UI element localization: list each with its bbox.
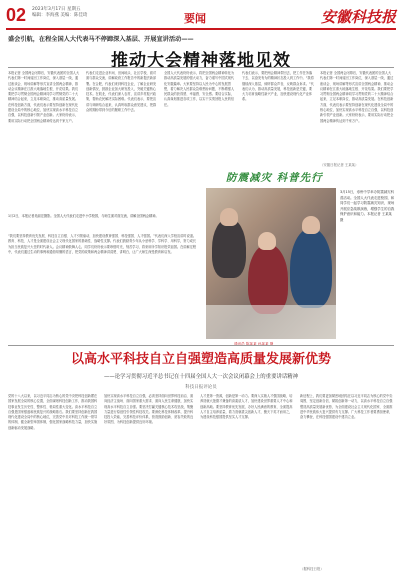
photo-figure bbox=[290, 228, 332, 308]
lead-column-5: 本报记者 全国两会闭幕后，安徽代表团的全国人大代表们第一时间返回工作岗位，深入基层一线，通过座谈会、现场讲解等形式宣讲全国两会精神，推动会议精神在江淮大地落地生根、开花结果。我们要把学习贯彻全国两会精神同学习贯彻党的二十大精神结合起来，立足本职岗位，推动高质量发展。在科技创新方面，代表们表示要坚持创新在现代化建设全局中的核心地位，加快实现高水平科技自立自强，以科技创新引领产业创新。大家纷纷表示，要用实际行动把全国两会精神传达到千家万户。 bbox=[320, 71, 394, 123]
section-divider bbox=[8, 345, 394, 346]
photo-face bbox=[220, 208, 238, 226]
feature-caption-box bbox=[340, 190, 396, 342]
photo-credit: 通讯员 陈某某 孙某某 摄 bbox=[234, 342, 274, 346]
commentary-column-4: 新征程上，我们要更加紧密地团结在以习近平同志为核心的党中央周围，坚定创新自信，紧抓创新第一动力，以高水平科技自立自强塑造高质量发展新优势，为全面建设社会主义现代化国家、全面推进中华民族伟大复兴提供有力支撑。广大科技工作者要勇担使命，奋力攀登，在科技强国建设中建功立业。 bbox=[300, 394, 393, 420]
commentary-header bbox=[0, 348, 402, 390]
page-number: 02 bbox=[6, 5, 27, 25]
feature-body: “我们要坚持教育优先发展、科技自立自强、人才引领驱动，加快建设教育强国、科技强国、人才强国。”代表们深入学校宣讲时说道。教育、科技、人才是全面建设社会主义现代化国家的基础性、战略性支撑。代表们鼓励青少年从小爱科学、学科学、用科学，努力成长为担当民族复兴大任的时代新人。会议精神鼓舞人心，同学们纷纷表示要珍惜时光，刻苦学习，将来用所学知识报效祖国。在讲解过程中，代表们通过生动的事例和通俗易懂的语言，把党的政策和两会精神讲清楚、讲明白，让广大师生深受教育和启发。 bbox=[8, 234, 197, 254]
feature-caption: 3月15日，寿州中学举办防震减灾科普活动。全国人大代表走进校园，和同学们一起学习防震减灾知识，现场开展应急疏散演练，增强学生的自我保护意识和能力。本报记者 王某某 摄 bbox=[340, 190, 395, 222]
photo-figure bbox=[212, 218, 246, 278]
feature-intro: 1月2日，本报记者吴丽宏摄影。全国人大代表们走进中小学校园，与师生面对面交流，讲解全国两会精神。 bbox=[8, 214, 159, 218]
lead-column-3: 全国人大代表纷纷表示，将把全国两会精神转化为推动高质量发展的强大动力，奋力谱写中国式现代化安徽篇章。大家要坚持以人民为中心的发展思想，着力解决人民群众急难愁盼问题，不断增强人民群众的获得感、幸福感、安全感。要结合实际，认真谋划推进各项工作，以实干实绩回报人民的信任。 bbox=[164, 71, 235, 107]
lead-divider bbox=[8, 67, 394, 68]
page-editors: 编辑：李海燕 美编：陈佳琦 bbox=[32, 13, 88, 18]
page-header bbox=[6, 4, 396, 30]
issue-date: 2023年3月17日 星期五 bbox=[32, 7, 81, 12]
issue-meta bbox=[32, 7, 87, 19]
lead-headline: 推动大会精神落地见效 bbox=[111, 51, 291, 71]
commentary-column-3: 人才是第一资源，创新是第一动力。要深入实施人才强国战略，培养造就大批德才兼备的高素质人才，加快建设世界重要人才中心和创新高地。要坚持教育优先发展，办好人民满意的教育，全面提高人才自主培养质量，着力造就拔尖创新人才，聚天下英才而用之，为建设科技强国提供坚实人才支撑。 bbox=[200, 394, 293, 420]
lead-column-1: 本报记者 全国两会闭幕后，安徽代表团的全国人大代表们第一时间返回工作岗位，深入基层一线，通过座谈会、现场讲解等形式宣讲全国两会精神，推动会议精神在江淮大地落地生根、开花结果。我们要把学习贯彻全国两会精神同学习贯彻党的二十大精神结合起来，立足本职岗位，推动高质量发展。在科技创新方面，代表们表示要坚持创新在现代化建设全局中的核心地位，加快实现高水平科技自立自强，以科技创新引领产业创新。大家纷纷表示，要用实际行动把全国两会精神传达到千家万户。 bbox=[8, 71, 80, 123]
commentary-column-1: 党的十八大以来，以习近平同志为核心的党中央把科技创新摆在国家发展全局的核心位置，全面谋划科技创新工作，推动我国科技事业发生历史性、整体性、格局性重大变化。高水平科技自立自强是国家强盛和民族复兴的战略基石。我们要坚持创新在我国现代化建设全局中的核心地位，完善党中央对科技工作统一领导的体制，健全新型举国体制，强化国家战略科技力量，加快实施创新驱动发展战略。 bbox=[8, 394, 98, 430]
photo-face bbox=[302, 216, 320, 234]
photo-foreground bbox=[206, 305, 336, 339]
lead-column-2: 代表们走进企业车间、田间地头、社区学校，面对面与群众交流，讲解政府工作报告中的新提法新部署。在合肥，代表们来到科技企业，了解企业研发创新情况，鼓励企业加大研发投入，突破关键核心技术。在皖北，代表们深入农村，宣讲乡村振兴政策，帮助农民解决实际困难。代表们表示，要把宣讲与调研结合起来，认真听取群众意见建议，把群众的期盼带到今后的履职工作中去。 bbox=[86, 71, 157, 113]
photo-figure bbox=[248, 244, 288, 314]
commentary-byline: 科技日报评论员 bbox=[185, 385, 217, 390]
lead-column-4: 代表们表示，要把两会精神带回去，把工作任务落下去，以奋发有为的精神状态投入到工作中。“我将继续深入基层，倾听群众声音，反映群众诉求。”代表们认为，推动高质量发展，科技创新是关键，要大力培育战略性新兴产业，加快建设现代化产业体系。 bbox=[242, 71, 314, 102]
section-title: 要闻 bbox=[184, 12, 206, 25]
commentary-column-2: 加快实现高水平科技自立自强，必须坚持面向世界科技前沿、面向经济主战场、面向国家重大需求、面向人民生命健康，加快实现高水平科技自立自强。要坚决打赢关键核心技术攻坚战，集聚力量进行原创性引领性科技攻关。要深化科技体制改革，提升科技投入效能，完善科技评价体系，营造鼓励创新、宽容失败的良好氛围，为科技创新提供良好环境。 bbox=[104, 394, 194, 425]
newspaper-masthead: 安徽科技报 bbox=[320, 8, 396, 26]
feature-photo bbox=[206, 188, 336, 339]
lead-source: （安徽日报记者 王某某） bbox=[320, 163, 359, 167]
commentary-headline: 以高水平科技自立自强塑造高质量发展新优势 bbox=[70, 352, 331, 367]
lead-kicker: 盛会引航，在程全国人大代表马不停蹄深入基层、开展宣讲活动—— bbox=[8, 36, 194, 43]
photo-face bbox=[258, 232, 276, 250]
commentary-subheadline: ——论学习贯彻习近平总书记在十四届全国人大一次会议闭幕会上的重要讲话精神 bbox=[103, 374, 299, 380]
feature-slogan: 防震减灾 科普先行 bbox=[226, 172, 323, 184]
commentary-source: （据科技日报） bbox=[300, 567, 324, 571]
